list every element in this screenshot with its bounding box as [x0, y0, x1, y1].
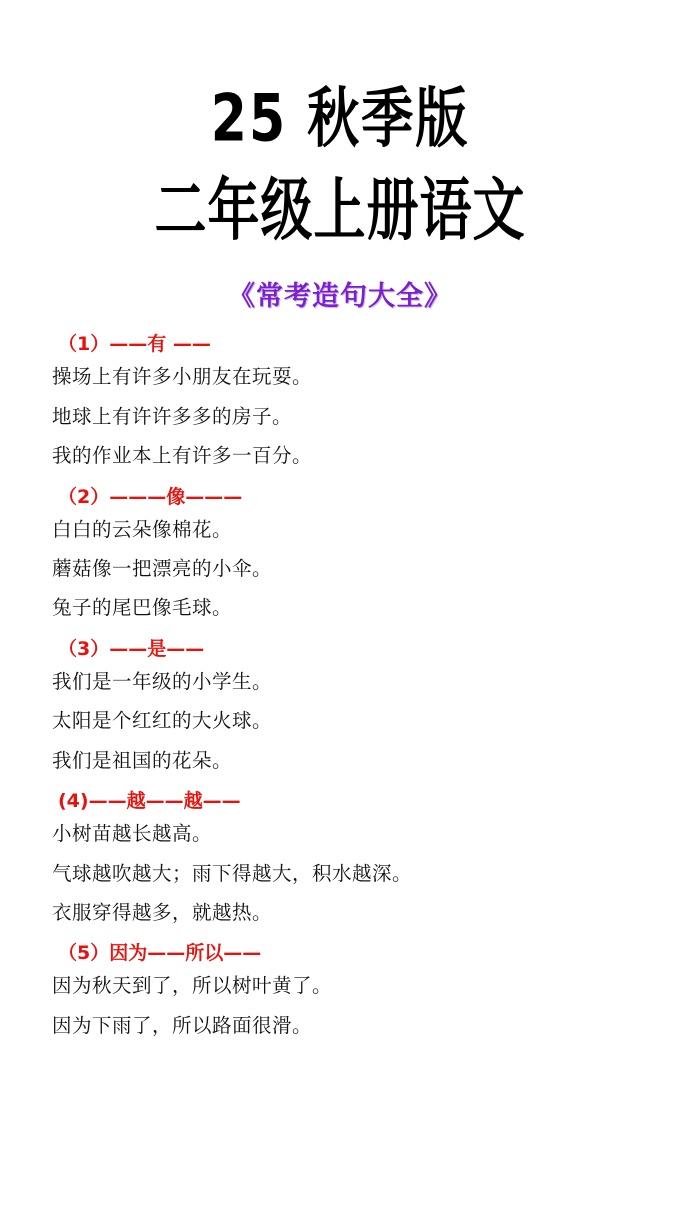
example-sentence: 因为秋天到了，所以树叶黄了。 [52, 974, 333, 998]
page-title-secondary: 二年级上册语文 [154, 172, 526, 251]
content-body [0, 329, 680, 1037]
section-heading: （1）——有 —— [58, 333, 211, 356]
example-sentence: 我们是一年级的小学生。 [52, 669, 273, 693]
example-sentence: 我们是祖国的花朵。 [52, 748, 233, 772]
title-line-1-wrap [0, 81, 680, 157]
example-sentence: 兔子的尾巴像毛球。 [52, 596, 233, 620]
example-sentence: 蘑菇像一把漂亮的小伞。 [52, 557, 273, 581]
section-group-4 [52, 786, 638, 924]
section-group-3 [52, 634, 638, 772]
title-block [0, 0, 680, 251]
example-sentence: 因为下雨了，所以路面很滑。 [52, 1013, 313, 1037]
section-group-1 [52, 329, 638, 467]
example-sentence: 衣服穿得越多，就越热。 [52, 901, 273, 925]
example-sentence: 地球上有许许多多的房子。 [52, 404, 293, 428]
page-subtitle: 《常考造句大全》 [228, 281, 452, 313]
example-sentence: 太阳是个红红的大火球。 [52, 709, 273, 733]
section-group-2 [52, 482, 638, 620]
section-heading: (4)——越——越—— [58, 790, 241, 813]
section-heading: （2）———像——— [58, 485, 243, 508]
example-sentence: 白白的云朵像棉花。 [52, 517, 233, 541]
example-sentence: 操场上有许多小朋友在玩耍。 [52, 365, 313, 389]
example-sentence: 我的作业本上有许多一百分。 [52, 444, 313, 468]
section-heading: （5）因为——所以—— [58, 942, 262, 965]
page-title-primary: 25 秋季版 [210, 81, 470, 157]
section-group-5 [52, 938, 638, 1037]
example-sentence: 小树苗越长越高。 [52, 822, 213, 846]
section-heading: （3）——是—— [58, 637, 205, 660]
example-sentence: 气球越吹越大；雨下得越大，积水越深。 [52, 861, 413, 885]
